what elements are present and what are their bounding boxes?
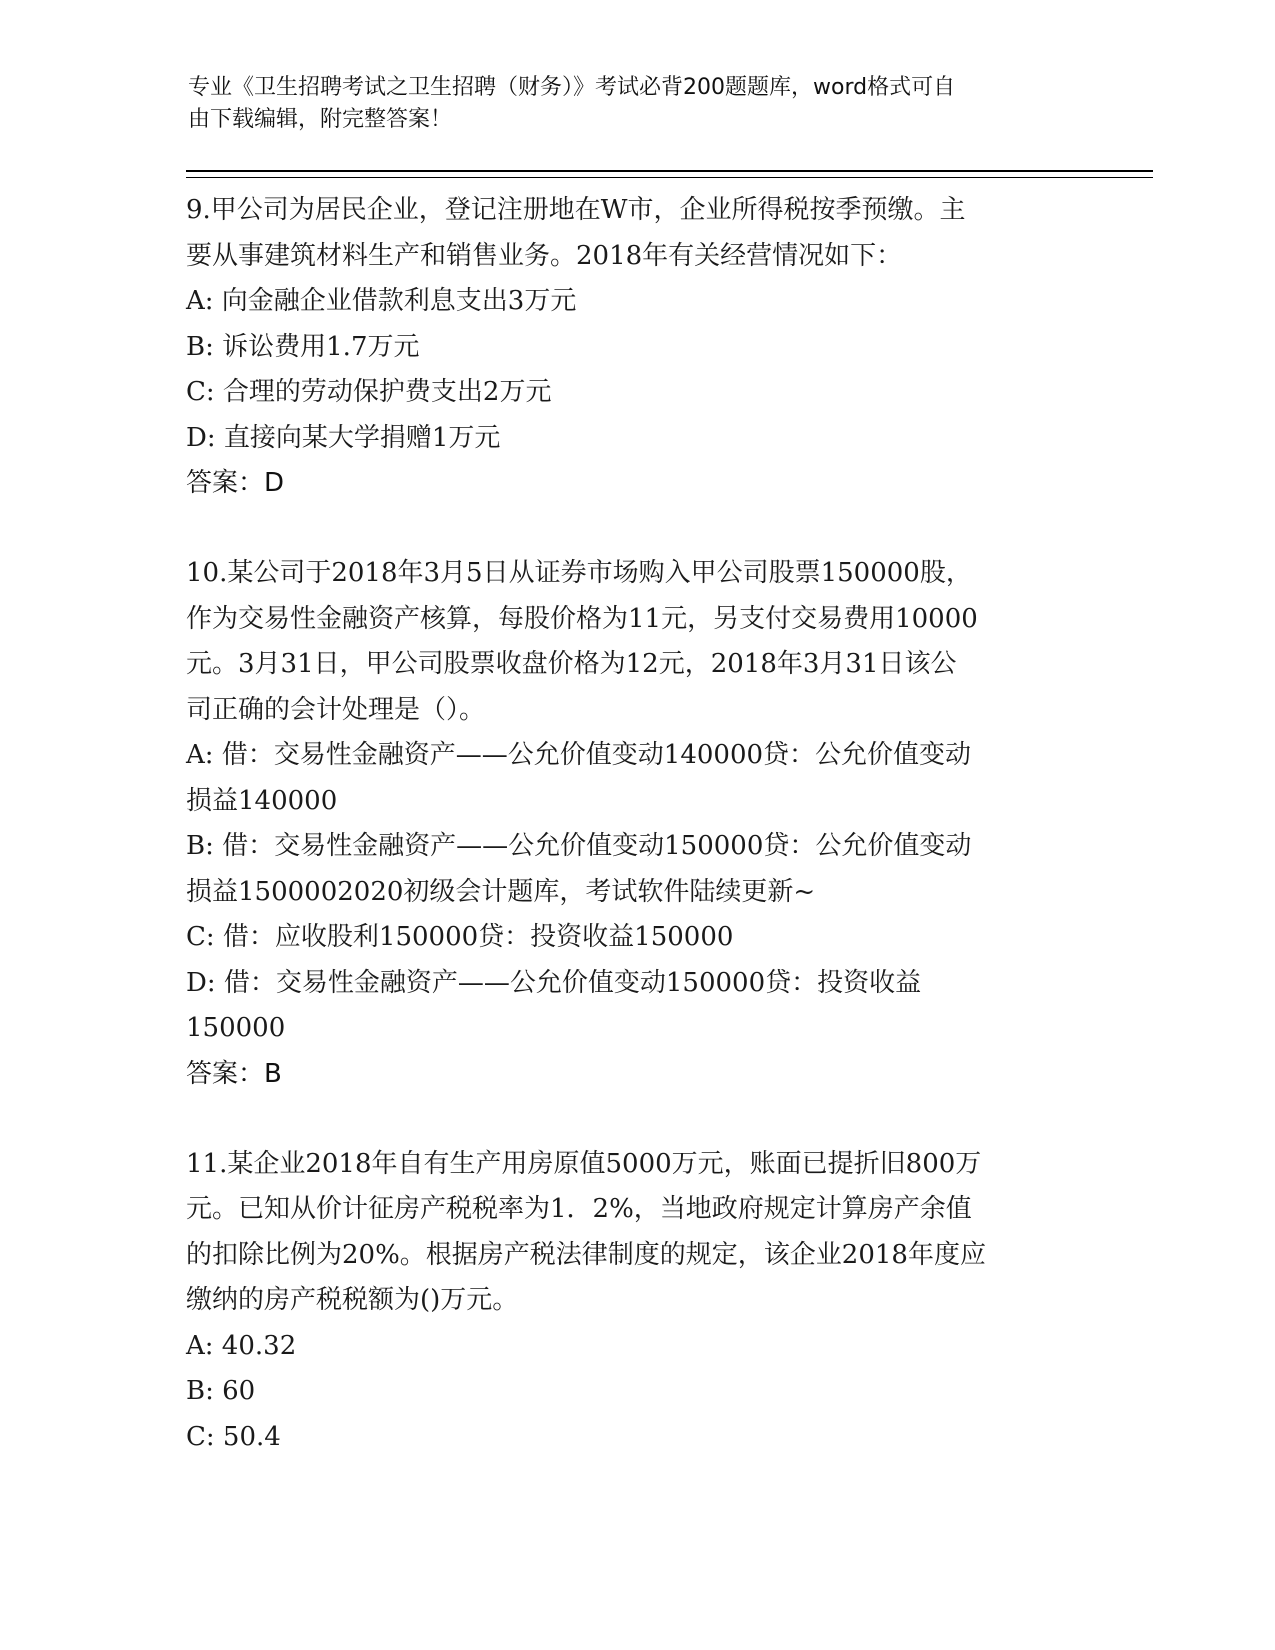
answer-option <box>186 824 1086 915</box>
question-text-line: 9.甲公司为居民企业，登记注册地在W市，企业所得税按季预缴。主 <box>186 195 966 225</box>
question-block <box>186 551 1086 1142</box>
answer-option-line: C: 借：应收股利150000贷：投资收益150000 <box>186 922 734 952</box>
answer-option <box>186 279 1086 325</box>
answer-option-line: A: 40.32 <box>186 1330 297 1361</box>
answer-option-line: 损益1500002020初级会计题库，考试软件陆续更新~ <box>186 876 816 907</box>
header-divider-thin <box>186 177 1153 178</box>
answer-option <box>186 416 1086 462</box>
header-divider-thick <box>186 170 1153 172</box>
document-header <box>188 72 1088 136</box>
answer-option <box>186 325 1086 371</box>
header-line-1: 专业《卫生招聘考试之卫生招聘（财务）》考试必背200题题库，word格式可自 <box>188 75 956 100</box>
question-text-line: 要从事建筑材料生产和销售业务。2018年有关经营情况如下： <box>186 240 903 271</box>
question-spacer <box>186 1097 1086 1142</box>
answer-option-line: B: 诉讼费用1.7万元 <box>186 331 420 362</box>
question-text-line: 元。3月31日，甲公司股票收盘价格为12元，2018年3月31日该公 <box>186 649 957 679</box>
answer-key: 答案：D <box>186 468 285 498</box>
answer-option-line: B: 60 <box>186 1376 256 1406</box>
answer-option <box>186 915 1086 961</box>
answer-option <box>186 1415 1086 1461</box>
answer-option-line: 150000 <box>186 1013 286 1043</box>
question-text-line: 10.某公司于2018年3月5日从证券市场购入甲公司股票150000股， <box>186 558 972 588</box>
question-list <box>186 188 1086 1460</box>
question-spacer <box>186 506 1086 551</box>
answer-option <box>186 1324 1086 1370</box>
question-text-line: 缴纳的房产税税额为()万元。 <box>186 1285 519 1315</box>
question-block <box>186 188 1086 551</box>
answer-key: 答案：B <box>186 1058 282 1089</box>
question-text-line: 司正确的会计处理是（）。 <box>186 694 486 725</box>
answer-option-line: 损益140000 <box>186 785 338 816</box>
answer-option-line: D: 直接向某大学捐赠1万元 <box>186 422 501 453</box>
answer-option <box>186 733 1086 824</box>
question-text-line: 的扣除比例为20%。根据房产税法律制度的规定，该企业2018年度应 <box>186 1239 986 1270</box>
answer-option <box>186 961 1086 1052</box>
answer-option <box>186 1369 1086 1415</box>
question-text-line: 元。已知从价计征房产税税率为1．2%，当地政府规定计算房产余值 <box>186 1194 972 1224</box>
question-block <box>186 1142 1086 1461</box>
answer-option <box>186 370 1086 416</box>
answer-option-line: A: 向金融企业借款利息支出3万元 <box>186 286 577 316</box>
answer-option-line: C: 50.4 <box>186 1421 281 1452</box>
question-text-line: 11.某企业2018年自有生产用房原值5000万元，账面已提折旧800万 <box>186 1148 982 1179</box>
answer-option-line: C: 合理的劳动保护费支出2万元 <box>186 377 552 407</box>
answer-option-line: D: 借：交易性金融资产——公允价值变动150000贷：投资收益 <box>186 967 922 998</box>
answer-option-line: A: 借：交易性金融资产——公允价值变动140000贷：公允价值变动 <box>186 740 972 770</box>
answer-option-line: B: 借：交易性金融资产——公允价值变动150000贷：公允价值变动 <box>186 831 972 861</box>
header-line-2: 由下载编辑，附完整答案！ <box>188 107 453 132</box>
question-text-line: 作为交易性金融资产核算，每股价格为11元，另支付交易费用10000 <box>186 603 978 634</box>
